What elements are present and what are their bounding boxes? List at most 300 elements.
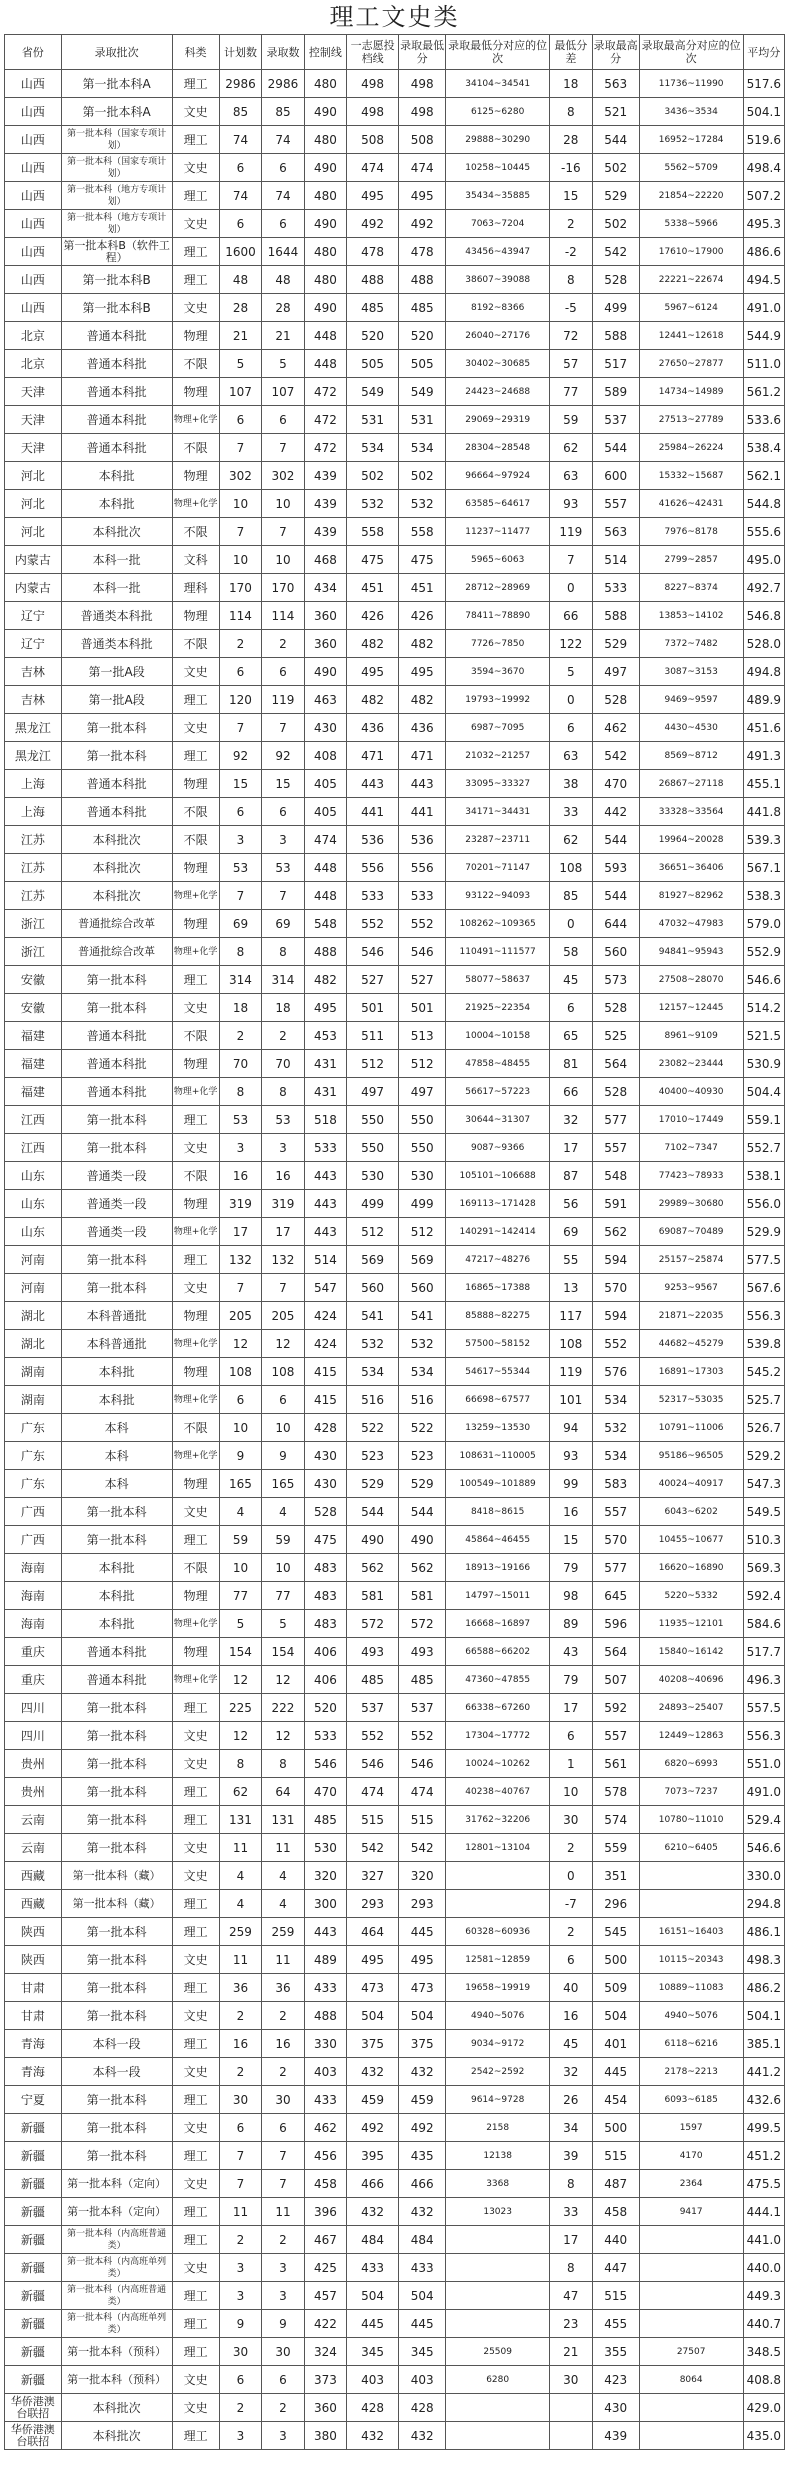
table-cell: 理工 xyxy=(172,1918,219,1946)
table-cell: 592 xyxy=(592,1694,639,1722)
table-cell: 561 xyxy=(592,1750,639,1778)
table-cell: 4940~5076 xyxy=(446,2002,550,2030)
table-cell: 物理 xyxy=(172,462,219,490)
table-cell: 435.0 xyxy=(743,2422,784,2450)
table-cell: 569 xyxy=(347,1246,399,1274)
table-cell: 第一批本科 xyxy=(61,1106,172,1134)
table-cell: 48 xyxy=(219,266,261,294)
table-cell: 408 xyxy=(304,742,346,770)
table-cell: 19658~19919 xyxy=(446,1974,550,2002)
table-cell: 596 xyxy=(592,1610,639,1638)
table-cell: 563 xyxy=(592,518,639,546)
table-cell: 544 xyxy=(592,882,639,910)
table-cell: 520 xyxy=(347,322,399,350)
table-cell: 529 xyxy=(347,1470,399,1498)
table-cell: 文史 xyxy=(172,658,219,686)
table-cell: 文史 xyxy=(172,98,219,126)
table-cell: 文史 xyxy=(172,1722,219,1750)
table-cell: 物理 xyxy=(172,322,219,350)
table-cell: 538.1 xyxy=(743,1162,784,1190)
table-cell: 上海 xyxy=(5,770,62,798)
table-cell: 6 xyxy=(219,658,261,686)
table-cell: 13259~13530 xyxy=(446,1414,550,1442)
table-cell: 本科 xyxy=(61,1470,172,1498)
table-cell: 10004~10158 xyxy=(446,1022,550,1050)
table-cell: 华侨港澳台联招 xyxy=(5,2422,62,2450)
table-cell: 6125~6280 xyxy=(446,98,550,126)
table-cell: 505 xyxy=(347,350,399,378)
table-cell: -2 xyxy=(550,238,592,266)
table-cell: 77423~78933 xyxy=(639,1162,743,1190)
table-cell: 440.0 xyxy=(743,2254,784,2282)
table-cell: 544 xyxy=(399,1498,446,1526)
table-cell: 第一批本科（藏） xyxy=(61,1862,172,1890)
table-cell: 湖北 xyxy=(5,1302,62,1330)
table-cell: 2 xyxy=(550,1834,592,1862)
table-cell: 10 xyxy=(219,546,261,574)
table-cell: 552 xyxy=(347,910,399,938)
table-row xyxy=(5,1750,785,1778)
table-cell: 不限 xyxy=(172,630,219,658)
table-row xyxy=(5,630,785,658)
table-cell: 15 xyxy=(550,182,592,210)
table-cell: 华侨港澳台联招 xyxy=(5,2394,62,2422)
table-cell: 8569~8712 xyxy=(639,742,743,770)
table-cell: 重庆 xyxy=(5,1666,62,1694)
table-cell: 92 xyxy=(262,742,304,770)
table-row xyxy=(5,210,785,238)
table-cell: 第一批本科 xyxy=(61,1694,172,1722)
table-cell: 439 xyxy=(304,462,346,490)
table-cell xyxy=(446,2394,550,2422)
table-cell: 559 xyxy=(592,1834,639,1862)
table-cell: 第一批本科（地方专项计划） xyxy=(61,210,172,238)
table-cell: 16 xyxy=(219,1162,261,1190)
table-cell: 533 xyxy=(399,882,446,910)
table-cell: 理工 xyxy=(172,126,219,154)
table-row xyxy=(5,2366,785,2394)
table-row xyxy=(5,406,785,434)
table-cell: 345 xyxy=(347,2338,399,2366)
table-cell: 79 xyxy=(550,1554,592,1582)
table-cell: 562 xyxy=(592,1218,639,1246)
table-cell: 物理+化学 xyxy=(172,1442,219,1470)
table-cell: 第一批本科A xyxy=(61,70,172,98)
table-cell: 72 xyxy=(550,322,592,350)
table-cell: 10 xyxy=(262,1414,304,1442)
table-cell: 375 xyxy=(399,2030,446,2058)
table-cell: 12 xyxy=(262,1330,304,1358)
table-row xyxy=(5,434,785,462)
table-cell: 7 xyxy=(219,434,261,462)
table-cell: 533 xyxy=(347,882,399,910)
table-cell xyxy=(446,2310,550,2338)
table-cell: 28 xyxy=(219,294,261,322)
table-cell: 45864~46455 xyxy=(446,1526,550,1554)
table-cell: 550 xyxy=(399,1106,446,1134)
table-cell: 9253~9567 xyxy=(639,1274,743,1302)
table-cell: 495 xyxy=(347,658,399,686)
table-cell: 2986 xyxy=(262,70,304,98)
table-cell: 314 xyxy=(262,966,304,994)
table-cell: 广西 xyxy=(5,1526,62,1554)
table-cell: 403 xyxy=(347,2366,399,2394)
table-cell: 490 xyxy=(304,98,346,126)
table-cell: 430 xyxy=(304,714,346,742)
table-cell: 山西 xyxy=(5,266,62,294)
table-cell: 11736~11990 xyxy=(639,70,743,98)
table-cell: 第一批本科 xyxy=(61,1526,172,1554)
table-cell: 74 xyxy=(219,126,261,154)
table-cell: 500 xyxy=(592,1946,639,1974)
table-cell: 528 xyxy=(304,1498,346,1526)
table-cell: 文史 xyxy=(172,154,219,182)
table-cell: 579.0 xyxy=(743,910,784,938)
table-cell: 439 xyxy=(304,490,346,518)
table-row xyxy=(5,686,785,714)
table-cell: 532 xyxy=(399,490,446,518)
table-cell: 12449~12863 xyxy=(639,1722,743,1750)
table-row xyxy=(5,1162,785,1190)
table-row xyxy=(5,2086,785,2114)
table-cell: 9614~9728 xyxy=(446,2086,550,2114)
table-cell: 12 xyxy=(262,1666,304,1694)
table-cell: 498 xyxy=(347,70,399,98)
table-cell: 17 xyxy=(219,1218,261,1246)
table-cell: 物理+化学 xyxy=(172,1610,219,1638)
table-cell: 7073~7237 xyxy=(639,1778,743,1806)
table-cell: 2 xyxy=(262,2226,304,2254)
table-cell: 1 xyxy=(550,1750,592,1778)
table-cell: 532 xyxy=(592,1414,639,1442)
table-cell: 463 xyxy=(304,686,346,714)
table-cell: 555.6 xyxy=(743,518,784,546)
table-cell: 572 xyxy=(347,1610,399,1638)
table-cell: 490 xyxy=(304,294,346,322)
table-cell: 570 xyxy=(592,1526,639,1554)
table-cell: 11 xyxy=(219,1946,261,1974)
table-cell: 560 xyxy=(592,938,639,966)
table-cell: 本科一段 xyxy=(61,2058,172,2086)
table-cell: 17 xyxy=(550,2226,592,2254)
table-cell: 17610~17900 xyxy=(639,238,743,266)
table-cell: 本科批 xyxy=(61,1582,172,1610)
table-cell: 29989~30680 xyxy=(639,1190,743,1218)
table-cell: 山东 xyxy=(5,1190,62,1218)
table-cell: 433 xyxy=(304,1974,346,2002)
table-row xyxy=(5,2422,785,2450)
table-cell: 北京 xyxy=(5,322,62,350)
table-cell: 440.7 xyxy=(743,2310,784,2338)
table-cell: 154 xyxy=(219,1638,261,1666)
table-cell: 3594~3670 xyxy=(446,658,550,686)
table-row xyxy=(5,1834,785,1862)
table-cell: 不限 xyxy=(172,434,219,462)
table-cell: 536 xyxy=(347,826,399,854)
table-cell: 557.5 xyxy=(743,1694,784,1722)
table-cell: 424 xyxy=(304,1302,346,1330)
table-cell: 30644~31307 xyxy=(446,1106,550,1134)
table-cell: 河北 xyxy=(5,462,62,490)
table-cell: 98 xyxy=(550,1582,592,1610)
table-cell: -7 xyxy=(550,1890,592,1918)
table-cell: 513 xyxy=(399,1022,446,1050)
table-cell: 33 xyxy=(550,798,592,826)
table-cell: 546 xyxy=(347,938,399,966)
table-cell: 63 xyxy=(550,462,592,490)
table-cell: 528 xyxy=(592,994,639,1022)
table-cell: 547.3 xyxy=(743,1470,784,1498)
table-row xyxy=(5,1918,785,1946)
table-cell: 53 xyxy=(219,854,261,882)
table-cell: 本科批 xyxy=(61,490,172,518)
table-cell: 515 xyxy=(592,2282,639,2310)
table-cell: 542 xyxy=(347,1834,399,1862)
table-cell: 北京 xyxy=(5,350,62,378)
table-cell: 355 xyxy=(592,2338,639,2366)
table-cell: 本科批 xyxy=(61,1386,172,1414)
table-row xyxy=(5,238,785,266)
table-cell: 8961~9109 xyxy=(639,1022,743,1050)
table-cell: 理工 xyxy=(172,1246,219,1274)
table-cell: 531 xyxy=(399,406,446,434)
table-cell: 459 xyxy=(347,2086,399,2114)
table-cell: 不限 xyxy=(172,1162,219,1190)
table-cell: 529 xyxy=(592,630,639,658)
table-row xyxy=(5,854,785,882)
table-row xyxy=(5,2030,785,2058)
table-cell: 3 xyxy=(219,2282,261,2310)
table-cell: 2364 xyxy=(639,2170,743,2198)
table-cell: 512 xyxy=(347,1218,399,1246)
table-cell: 理工 xyxy=(172,966,219,994)
table-cell: 普通批综合改革 xyxy=(61,938,172,966)
table-cell: 492.7 xyxy=(743,574,784,602)
table-cell: 文史 xyxy=(172,1274,219,1302)
table-row xyxy=(5,1470,785,1498)
table-cell: 32 xyxy=(550,2058,592,2086)
table-cell: 380 xyxy=(304,2422,346,2450)
table-cell: 30 xyxy=(550,2366,592,2394)
table-cell: 475.5 xyxy=(743,2170,784,2198)
table-cell: 17010~17449 xyxy=(639,1106,743,1134)
table-cell: 57500~58152 xyxy=(446,1330,550,1358)
table-cell: 湖北 xyxy=(5,1330,62,1358)
table-cell: 28 xyxy=(550,126,592,154)
table-cell: 24893~25407 xyxy=(639,1694,743,1722)
table-row xyxy=(5,1022,785,1050)
table-cell: 451.2 xyxy=(743,2142,784,2170)
table-cell: 6 xyxy=(262,658,304,686)
table-cell: 59 xyxy=(262,1526,304,1554)
table-cell: 文史 xyxy=(172,2170,219,2198)
table-cell: 3 xyxy=(219,2422,261,2450)
table-cell: 10 xyxy=(262,490,304,518)
table-cell: 文科 xyxy=(172,546,219,574)
table-cell: 531 xyxy=(347,406,399,434)
table-cell: 理科 xyxy=(172,574,219,602)
table-cell: 8064 xyxy=(639,2366,743,2394)
table-cell: 573 xyxy=(592,966,639,994)
table-cell: 154 xyxy=(262,1638,304,1666)
table-cell: 文史 xyxy=(172,2254,219,2282)
table-cell: 564 xyxy=(592,1638,639,1666)
table-cell: 第一批本科 xyxy=(61,1134,172,1162)
table-cell: 物理 xyxy=(172,770,219,798)
table-cell: 132 xyxy=(219,1246,261,1274)
table-row xyxy=(5,2170,785,2198)
table-cell: 443 xyxy=(304,1190,346,1218)
table-cell: 521.5 xyxy=(743,1022,784,1050)
table-cell: 5220~5332 xyxy=(639,1582,743,1610)
table-cell: 第一批本科B xyxy=(61,294,172,322)
table-cell: 314 xyxy=(219,966,261,994)
table-cell: 四川 xyxy=(5,1722,62,1750)
table-cell: 第一批本科 xyxy=(61,2002,172,2030)
table-cell: 225 xyxy=(219,1694,261,1722)
table-cell: 532 xyxy=(399,1330,446,1358)
table-cell: 6 xyxy=(219,2366,261,2394)
table-cell: 403 xyxy=(304,2058,346,2086)
table-cell: 294.8 xyxy=(743,1890,784,1918)
table-cell: 324 xyxy=(304,2338,346,2366)
table-cell: 7 xyxy=(262,1274,304,1302)
table-cell: 4 xyxy=(219,1498,261,1526)
table-cell: 6 xyxy=(262,154,304,182)
table-cell: 119 xyxy=(550,1358,592,1386)
table-cell xyxy=(550,2422,592,2450)
table-row xyxy=(5,2058,785,2086)
table-cell: 108262~109365 xyxy=(446,910,550,938)
table-cell: 10024~10262 xyxy=(446,1750,550,1778)
table-cell: 95186~96505 xyxy=(639,1442,743,1470)
table-cell: 47360~47855 xyxy=(446,1666,550,1694)
table-cell: 485 xyxy=(347,1666,399,1694)
table-cell: 33095~33327 xyxy=(446,770,550,798)
table-cell: 物理+化学 xyxy=(172,1078,219,1106)
table-cell: 529.4 xyxy=(743,1806,784,1834)
table-cell: 330.0 xyxy=(743,1862,784,1890)
table-cell: 441.8 xyxy=(743,798,784,826)
table-cell: 4 xyxy=(262,1890,304,1918)
table-cell: 第一批本科 xyxy=(61,1806,172,1834)
table-cell: 430 xyxy=(304,1442,346,1470)
column-header: 控制线 xyxy=(304,35,346,70)
table-cell: 495 xyxy=(304,994,346,1022)
table-row xyxy=(5,994,785,1022)
table-cell: 495 xyxy=(399,1946,446,1974)
table-cell: 94 xyxy=(550,1414,592,1442)
table-cell: 25984~26224 xyxy=(639,434,743,462)
table-cell: 8 xyxy=(262,938,304,966)
table-cell: 物理 xyxy=(172,1582,219,1610)
table-cell: 48 xyxy=(262,266,304,294)
table-cell: 441.0 xyxy=(743,2226,784,2254)
table-cell: 552 xyxy=(399,1722,446,1750)
table-cell: 物理 xyxy=(172,1302,219,1330)
table-cell: 9 xyxy=(262,1442,304,1470)
table-cell: 533 xyxy=(304,1722,346,1750)
table-cell: 第一批本科 xyxy=(61,1246,172,1274)
table-cell: 理工 xyxy=(172,2310,219,2338)
table-cell: 482 xyxy=(347,686,399,714)
table-cell: 11935~12101 xyxy=(639,1610,743,1638)
table-cell: 574 xyxy=(592,1806,639,1834)
table-cell: 文史 xyxy=(172,2394,219,2422)
table-cell: 550 xyxy=(399,1134,446,1162)
table-cell: 不限 xyxy=(172,826,219,854)
table-cell: 3 xyxy=(262,2422,304,2450)
table-cell: 19964~20028 xyxy=(639,826,743,854)
table-row xyxy=(5,490,785,518)
table-cell: 本科批次 xyxy=(61,2422,172,2450)
table-cell: 第一批本科B xyxy=(61,266,172,294)
table-cell: 498.3 xyxy=(743,1946,784,1974)
table-cell: 41626~42431 xyxy=(639,490,743,518)
table-cell: 93 xyxy=(550,1442,592,1470)
table-cell: 13023 xyxy=(446,2198,550,2226)
table-cell: 25509 xyxy=(446,2338,550,2366)
table-cell: 320 xyxy=(399,1862,446,1890)
table-cell: 11 xyxy=(262,1834,304,1862)
table-cell: 27507 xyxy=(639,2338,743,2366)
table-cell: 6 xyxy=(219,210,261,238)
table-cell: 10258~10445 xyxy=(446,154,550,182)
table-cell: 10 xyxy=(550,1778,592,1806)
table-cell: 理工 xyxy=(172,2422,219,2450)
table-row xyxy=(5,126,785,154)
table-cell: 湖南 xyxy=(5,1358,62,1386)
table-cell: 85888~82275 xyxy=(446,1302,550,1330)
table-row xyxy=(5,1946,785,1974)
table-cell: 7 xyxy=(219,714,261,742)
table-cell: 40400~40930 xyxy=(639,1078,743,1106)
table-row xyxy=(5,1106,785,1134)
table-cell: 5967~6124 xyxy=(639,294,743,322)
table-cell: 15332~15687 xyxy=(639,462,743,490)
table-row xyxy=(5,910,785,938)
table-cell: 544 xyxy=(592,826,639,854)
table-cell: 4 xyxy=(262,1862,304,1890)
table-cell: 8 xyxy=(262,1078,304,1106)
table-cell: 辽宁 xyxy=(5,630,62,658)
table-cell: 514 xyxy=(592,546,639,574)
table-cell: 449.3 xyxy=(743,2282,784,2310)
table-cell: 第一批本科B（软件工程） xyxy=(61,238,172,266)
table-cell: 7976~8178 xyxy=(639,518,743,546)
table-cell: 天津 xyxy=(5,434,62,462)
table-cell: 527 xyxy=(347,966,399,994)
table-cell: 28 xyxy=(262,294,304,322)
table-cell: 570 xyxy=(592,1274,639,1302)
table-cell: 文史 xyxy=(172,2114,219,2142)
table-cell: 514.2 xyxy=(743,994,784,1022)
table-cell: 474 xyxy=(347,1778,399,1806)
table-cell: 81927~82962 xyxy=(639,882,743,910)
table-row xyxy=(5,1134,785,1162)
table-cell: 504.1 xyxy=(743,98,784,126)
column-header: 一志愿投档线 xyxy=(347,35,399,70)
table-cell: 第一批本科 xyxy=(61,1750,172,1778)
column-header: 录取最低分 xyxy=(399,35,446,70)
table-cell: 581 xyxy=(399,1582,446,1610)
table-cell: 375 xyxy=(347,2030,399,2058)
table-cell: 454 xyxy=(592,2086,639,2114)
table-row xyxy=(5,574,785,602)
table-cell: 77 xyxy=(262,1582,304,1610)
table-cell: 563 xyxy=(592,70,639,98)
table-cell: 494.5 xyxy=(743,266,784,294)
